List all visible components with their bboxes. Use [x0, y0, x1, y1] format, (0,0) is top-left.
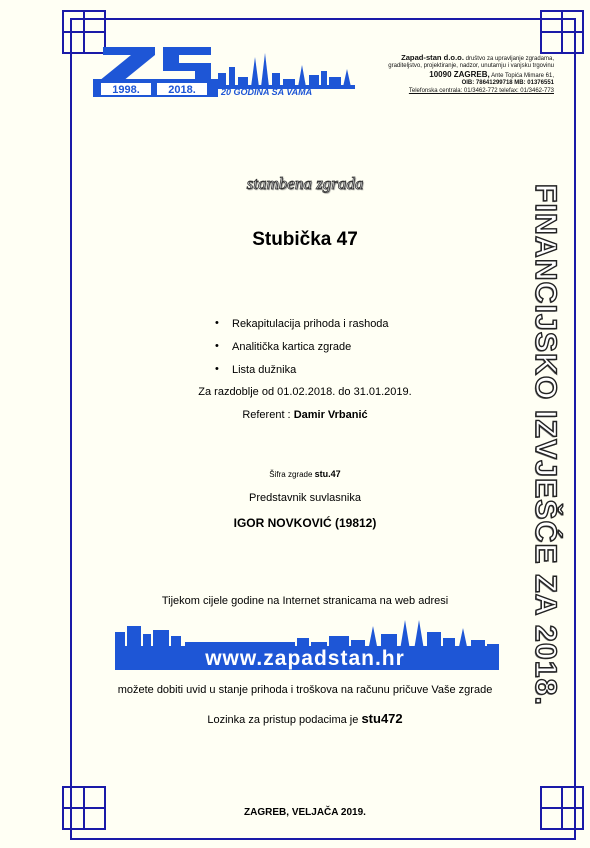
company-desc-2: graditeljstvo, projektiranje, nadzor, unutarnju i vanjsku trgovinu	[388, 63, 554, 70]
corner-ornament-bottom-left	[62, 786, 106, 830]
logo-year-start: 1998.	[112, 84, 140, 96]
company-address: Ante Topića Mimare 61,	[491, 72, 554, 79]
vertical-report-title: FINANCIJSKO IZVJEŠĆE ZA 2018.	[529, 183, 562, 707]
company-info	[358, 54, 554, 95]
company-desc-1: društvo za upravljanje zgradama,	[465, 56, 554, 62]
insight-text: možete dobiti uvid u stanje prihoda i troškova na računu pričuve Vaše zgrade	[117, 684, 493, 696]
logo-anniversary: 20 GODINA SA VAMA	[221, 87, 313, 97]
list-item: • Analitička kartica zgrade	[200, 341, 389, 364]
representative-label: Predstavnik suvlasnika	[249, 492, 361, 504]
period-text: Za razdoblje od 01.02.2018. do 31.01.2019.	[198, 386, 412, 398]
referent-label: Referent :	[242, 409, 291, 421]
company-city: 10090 ZAGREB,	[429, 69, 490, 79]
building-code-value: stu.47	[314, 469, 341, 479]
password-label: Lozinka za pristup podacima je	[207, 714, 359, 726]
website-address: www.zapadstan.hr	[205, 647, 405, 670]
building-name-title: Stubička 47	[252, 229, 358, 250]
list-item: • Rekapitulacija prihoda i rashoda	[200, 318, 389, 341]
referent-line	[120, 409, 490, 421]
company-oib-mb: OIB: 78641299718 MB: 01376551	[461, 80, 554, 87]
building-code-label: Šifra zgrade	[269, 470, 313, 479]
company-logo	[93, 43, 361, 99]
building-code-line	[120, 469, 490, 479]
company-phone: Telefonska centrala: 01/3462-772 telefax: 01/3462-773	[408, 87, 554, 94]
company-name: Zapad-stan d.o.o.	[401, 53, 464, 62]
list-item: • Lista dužnika	[200, 364, 389, 387]
password-line	[120, 711, 490, 726]
internet-info-text: Tijekom cijele godine na Internet stranicama na web adresi	[161, 595, 449, 607]
corner-ornament-top-right	[540, 10, 584, 54]
password-value: stu472	[361, 711, 403, 726]
contents-list	[200, 318, 389, 387]
footer-place-date: ZAGREB, VELJAČA 2019.	[244, 807, 366, 818]
representative-name: IGOR NOVKOVIĆ (19812)	[233, 516, 377, 530]
building-type-subtitle: stambena zgrada	[246, 174, 364, 193]
website-banner[interactable]	[115, 612, 499, 670]
referent-name: Damir Vrbanić	[293, 409, 368, 421]
logo-year-end: 2018.	[168, 84, 196, 96]
